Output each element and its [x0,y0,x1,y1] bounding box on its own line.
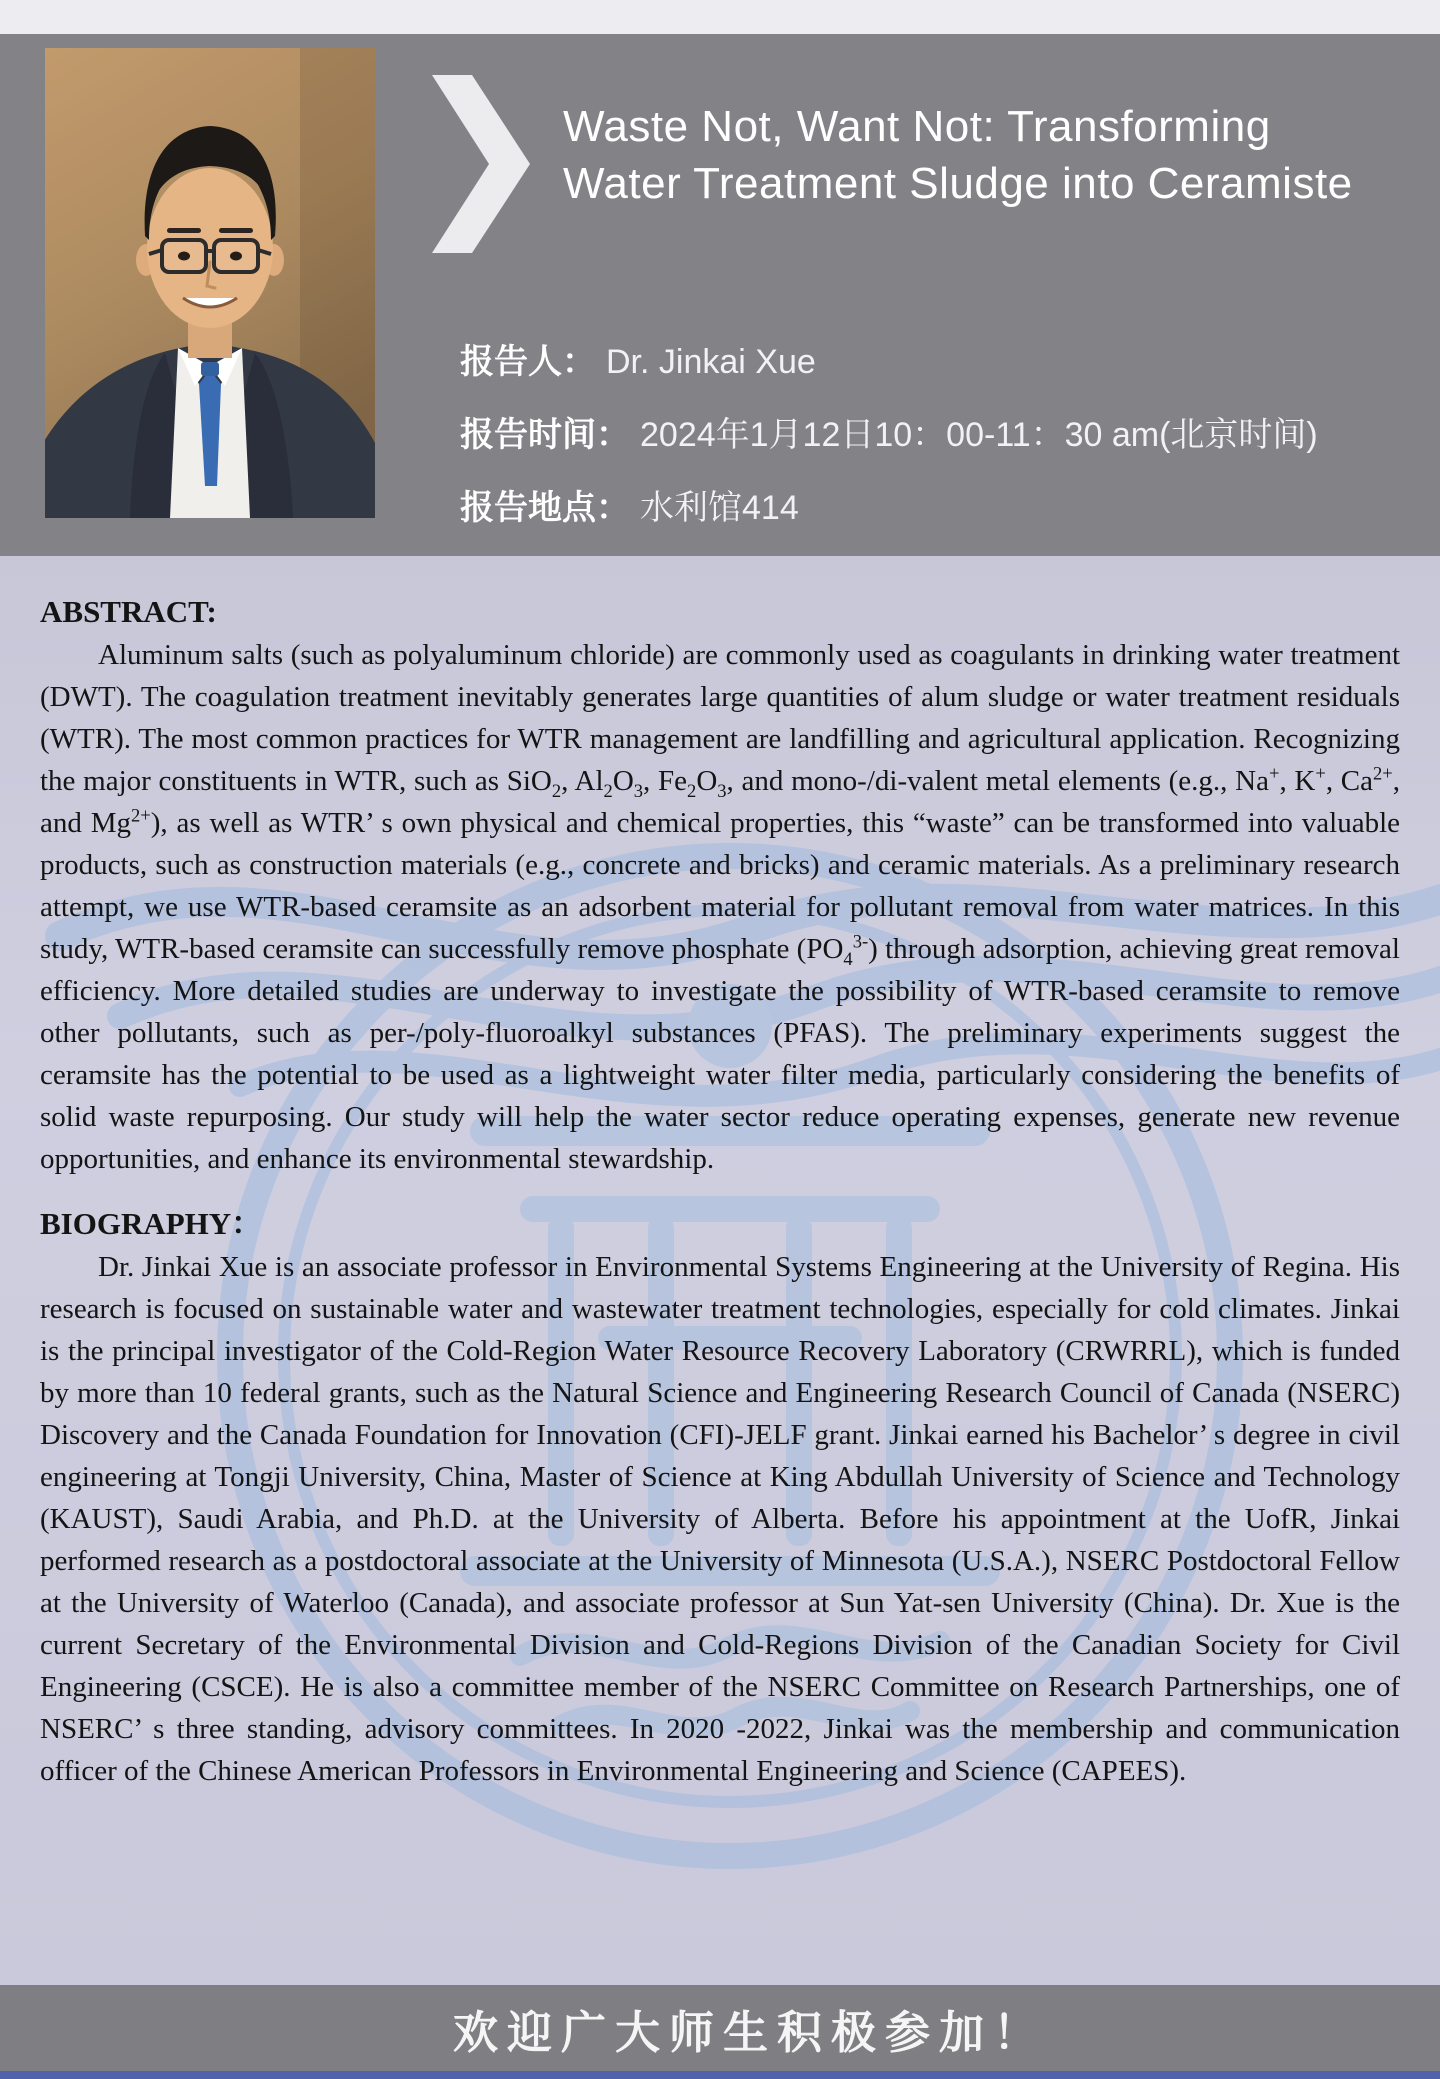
body-content [0,556,1440,1792]
detail-label: 报告时间： [460,416,630,454]
abstract-heading: ABSTRACT: [40,594,217,629]
portrait-illustration [45,48,375,518]
header-band [0,34,1440,556]
footer-band [0,1985,1440,2071]
speaker-photo [45,48,375,518]
detail-row-location [460,480,1420,529]
detail-row-time [460,407,1420,456]
top-light-strip [0,0,1440,34]
biography-heading: BIOGRAPHY： [40,1206,263,1241]
detail-value: 2024年1月12日10：00-11：30 am(北京时间) [640,416,1318,454]
detail-label: 报告地点： [460,489,630,527]
detail-row-speaker [460,334,1420,383]
detail-label: 报告人： [460,343,596,381]
biography-text: Dr. Jinkai Xue is an associate professor in Environmental Systems Engineering at the University of Regina. His research is focused on sustainable water and wastewater treatment technologies, especially for cold climates. Jinkai is the principal investigator of the Cold-Region Water Resource Recovery Laboratory (CRWRRL), which is funded by more than 10 federal grants, such as the Natural Science and Engineering Research Council of Canada (NSERC) Discovery and the Canada Foundation for Innovation (CFI)-JELF grant. Jinkai earned his Bachelor’ s degree in civil engineering at Tongji University, China, Master of Science at King Abdullah University of Science and Technology (KAUST), Saudi Arabia, and Ph.D. at the University of Alberta. Before his appointment at the UofR, Jinkai performed research as a postdoctoral associate at the University of Minnesota (U.S.A.), NSERC Postdoctoral Fellow at the University of Waterloo (Canada), and associate professor at Sun Yat-sen University (China). Dr. Xue is the current Secretary of the Environmental Division and Cold-Regions Division of the Canadian Society for Civil Engineering (CSCE). He is also a committee member of the NSERC Committee on Research Partnerships, one of NSERC’ s three standing, advisory committees. In 2020 -2022, Jinkai was the membership and communication officer of the Chinese American Professors in Environmental Engineering and Science (CAPEES). [40,1251,1400,1787]
seminar-title [563,98,1433,212]
seminar-details [460,334,1420,553]
title-line-1: Waste Not, Want Not: Transforming [563,102,1271,151]
detail-value: Dr. Jinkai Xue [606,343,816,381]
title-line-2: Water Treatment Sludge into Ceramiste [563,159,1353,208]
poster-body [0,556,1440,1985]
bottom-accent-strip [0,2071,1440,2079]
chevron-right-icon [432,75,530,253]
detail-value: 水利馆414 [640,489,799,527]
footer-message: 欢迎广大师生积极参加！ [452,2007,1047,2058]
abstract-text: Aluminum salts (such as polyaluminum chloride) are commonly used as coagulants in drinking water treatment (DWT). The coagulation treatment inevitably generates large quantities of alum sludge or water treatment residuals (WTR). The most common practices for WTR management are landfilling and agricultural application. Recognizing the major constituents in WTR, such as SiO$_2$, $Al_2O_3$, $Fe_2O_3$, and mono-/di-valent metal elements (e.g., Na+, K+, $Ca^{2+}$, and $Mg^{2+}$), as well as WTR’ s own physical and chemical properties, this “waste” can be transformed into valuable products, such as construction materials (e.g., concrete and bricks) and ceramic materials. As a preliminary research attempt, we use WTR-based ceramsite as an adsorbent material for pollutant removal from water matrices. In this study, WTR-based ceramsite can successfully remove phosphate $(PO_4^{3-})$ through adsorption, achieving great removal efficiency. More detailed studies are underway to investigate the possibility of WTR-based ceramsite to remove other pollutants, such as per-/poly-fluoroalkyl substances (PFAS). The preliminary experiments suggest the ceramsite has the potential to be used as a lightweight water filter media, particularly considering the benefits of solid waste repurposing. Our study will help the water sector reduce operating expenses, generate new revenue opportunities, and enhance its environmental stewardship. [40,639,1401,1175]
